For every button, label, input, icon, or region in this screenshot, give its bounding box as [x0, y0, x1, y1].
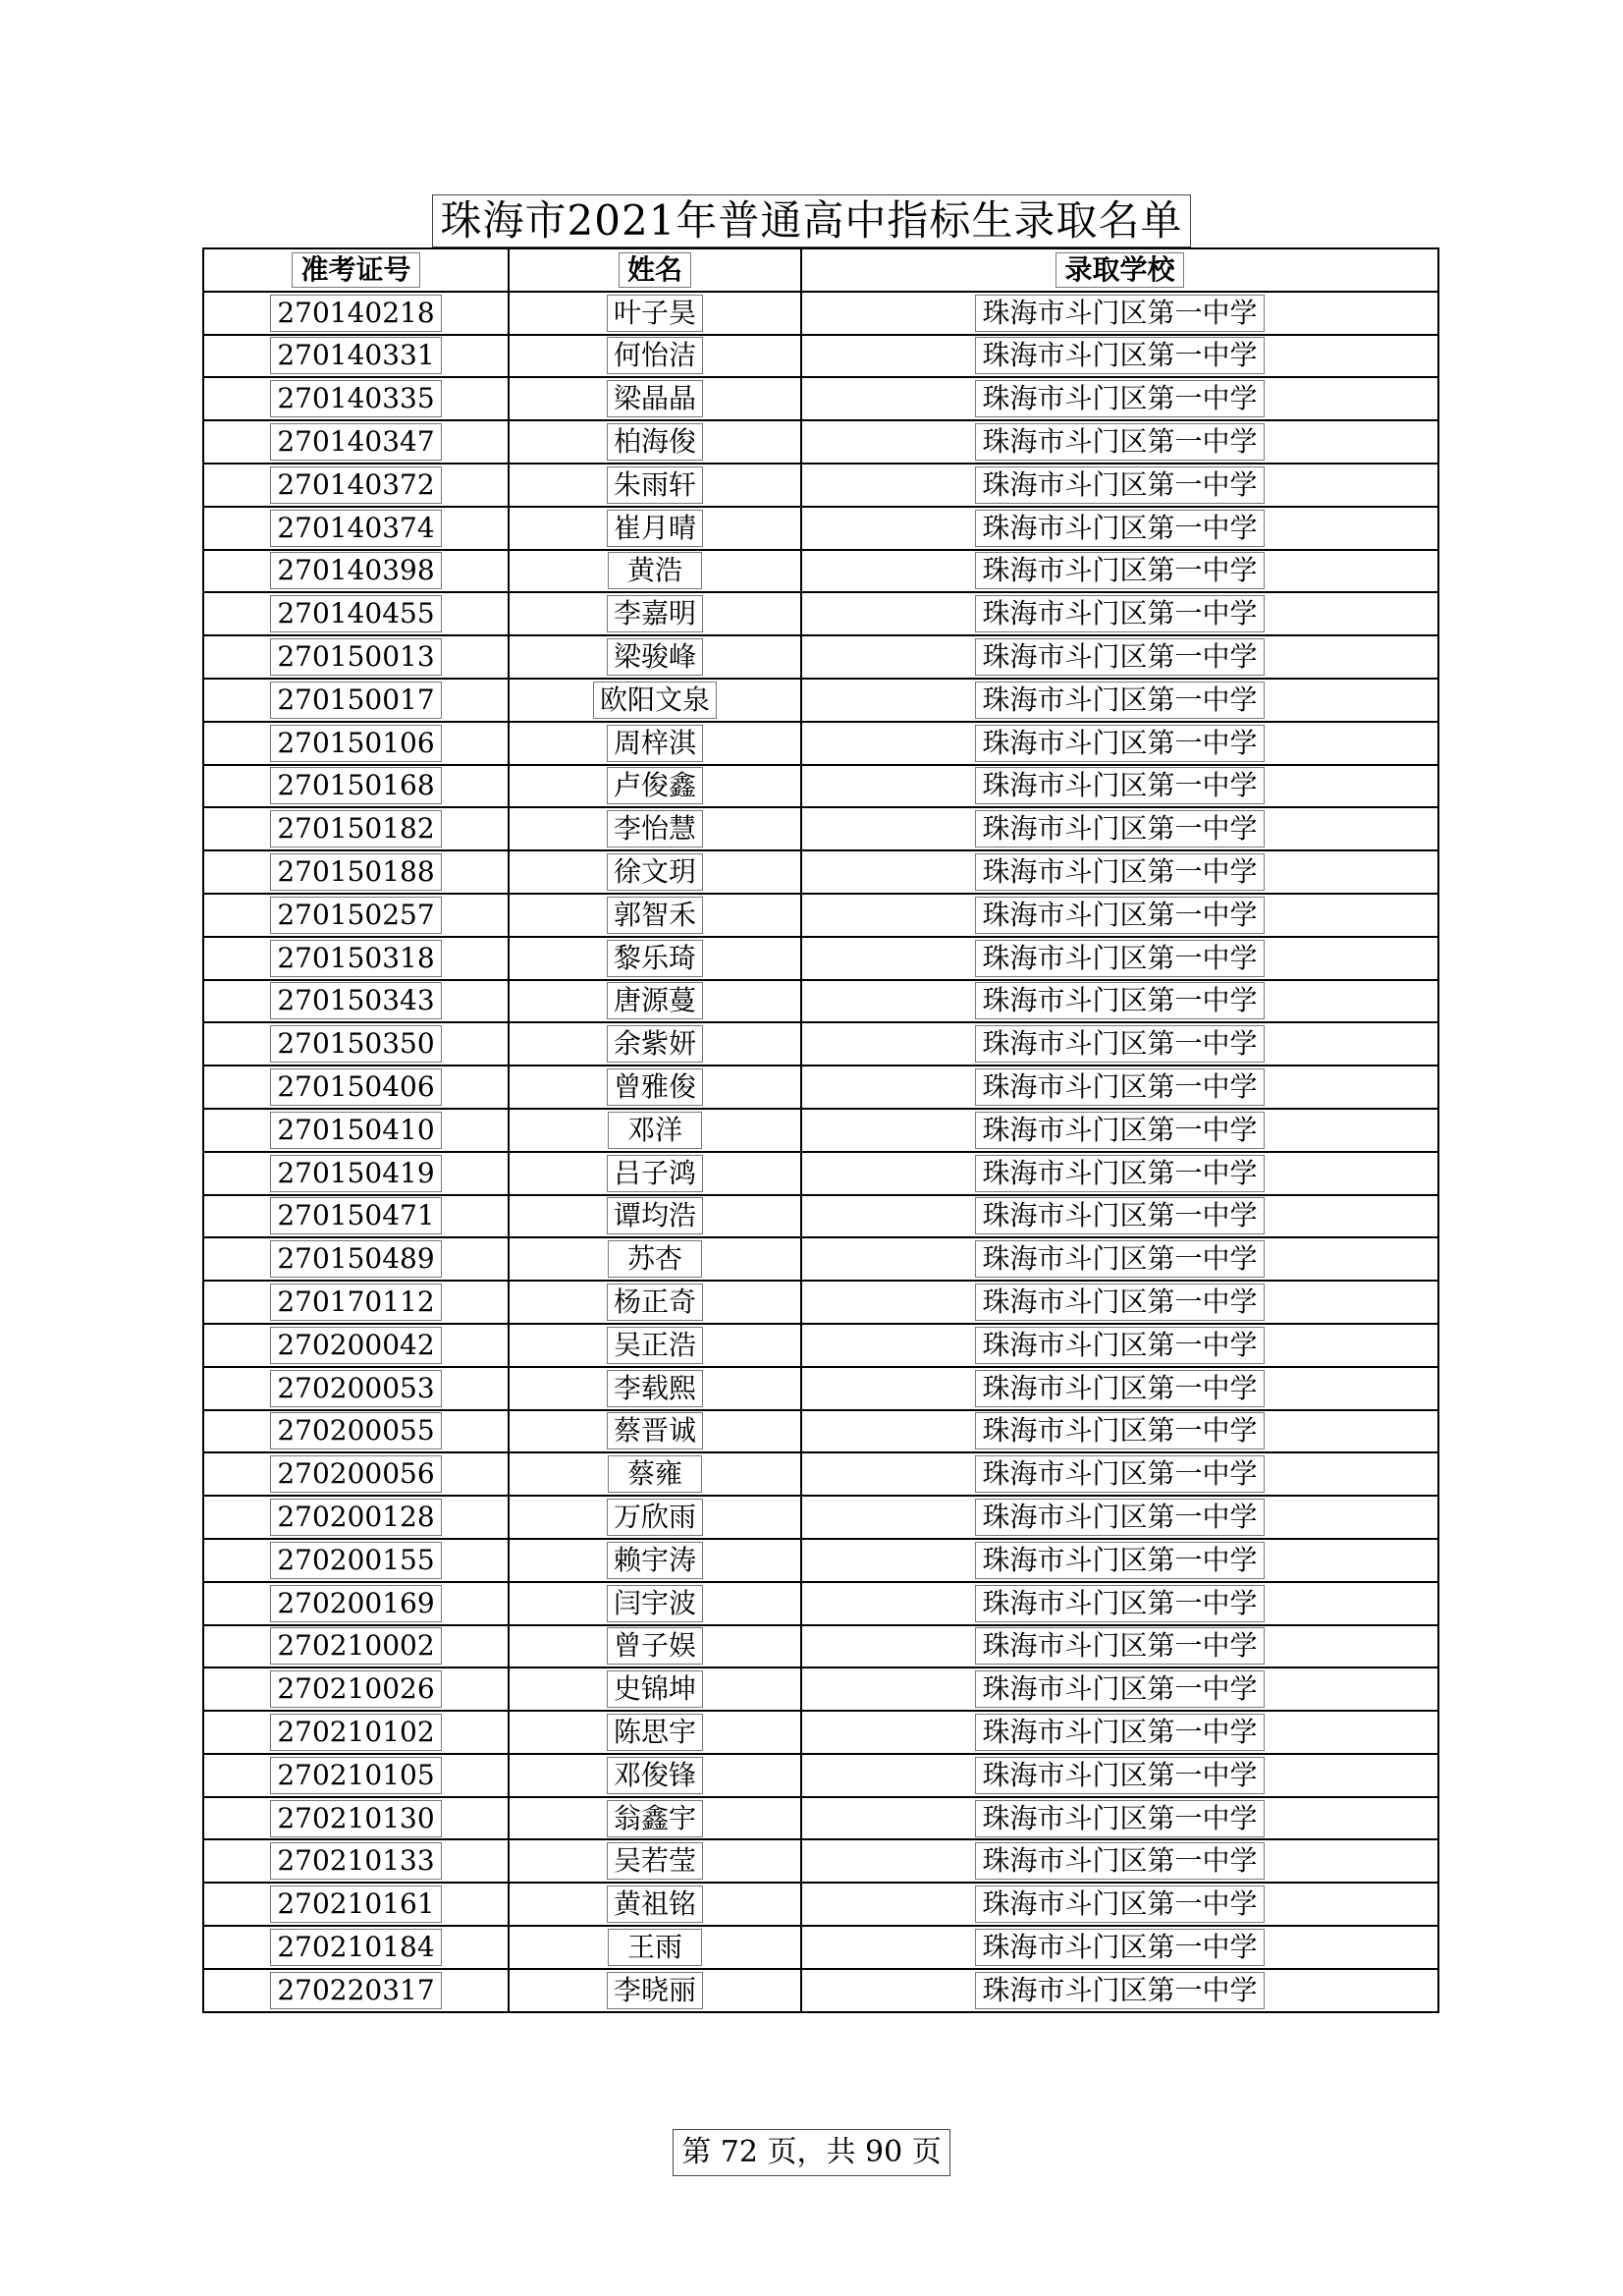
table-row — [203, 1237, 1438, 1281]
student-id: 270210002 — [270, 1627, 441, 1665]
table-row — [203, 1883, 1438, 1926]
admitted-school-cell — [801, 1496, 1438, 1539]
student-id: 270150106 — [270, 725, 441, 762]
student-id-cell — [203, 1797, 509, 1840]
admitted-school-cell — [801, 1281, 1438, 1324]
student-name: 卢俊鑫 — [607, 767, 703, 804]
student-name-cell — [509, 1022, 801, 1066]
student-id: 270200169 — [270, 1585, 441, 1622]
student-name-cell — [509, 1667, 801, 1711]
student-name-cell — [509, 592, 801, 635]
student-name-cell — [509, 765, 801, 808]
admitted-school: 珠海市斗门区第一中学 — [975, 1284, 1264, 1321]
student-id-cell — [203, 1022, 509, 1066]
student-name: 陈思宇 — [607, 1714, 703, 1751]
admitted-school: 珠海市斗门区第一中学 — [975, 725, 1264, 762]
student-id-cell — [203, 850, 509, 894]
student-name-cell — [509, 850, 801, 894]
student-name: 蔡雍 — [608, 1455, 702, 1493]
student-id: 270210105 — [270, 1757, 441, 1794]
student-name: 史锦坤 — [607, 1670, 703, 1708]
admitted-school-cell — [801, 1883, 1438, 1926]
student-name: 万欣雨 — [607, 1499, 703, 1536]
student-name-cell — [509, 377, 801, 420]
student-id-cell — [203, 1667, 509, 1711]
student-id: 270150013 — [270, 638, 441, 676]
student-id-cell — [203, 1410, 509, 1453]
admitted-school: 珠海市斗门区第一中学 — [975, 1197, 1264, 1234]
student-id: 270150182 — [270, 810, 441, 847]
student-name: 梁骏峰 — [607, 638, 703, 676]
student-name: 闫宇波 — [607, 1585, 703, 1622]
table-row — [203, 1625, 1438, 1668]
student-id-cell — [203, 679, 509, 722]
student-name-cell — [509, 1367, 801, 1410]
admitted-school-cell — [801, 722, 1438, 765]
student-id-cell — [203, 1367, 509, 1410]
student-id: 270150419 — [270, 1155, 441, 1192]
student-name: 崔月晴 — [607, 510, 703, 547]
admitted-school: 珠海市斗门区第一中学 — [975, 1240, 1264, 1278]
student-name-cell — [509, 1839, 801, 1883]
admitted-school-cell — [801, 1969, 1438, 2012]
footer-area — [0, 2129, 1623, 2176]
student-name-cell — [509, 1969, 801, 2012]
student-name: 李载熙 — [607, 1370, 703, 1407]
student-name: 何怡洁 — [607, 337, 703, 374]
admitted-school: 珠海市斗门区第一中学 — [975, 1929, 1264, 1966]
admitted-school-cell — [801, 292, 1438, 335]
student-name-cell — [509, 1797, 801, 1840]
admitted-school-cell — [801, 980, 1438, 1023]
student-id-cell — [203, 1969, 509, 2012]
student-id-cell — [203, 894, 509, 937]
student-name: 邓洋 — [608, 1112, 702, 1149]
student-name: 梁晶晶 — [607, 380, 703, 417]
admitted-school-cell — [801, 1152, 1438, 1195]
student-id-cell — [203, 420, 509, 464]
student-id: 270200055 — [270, 1412, 441, 1449]
admitted-school: 珠海市斗门区第一中学 — [975, 337, 1264, 374]
table-row — [203, 550, 1438, 593]
student-id-cell — [203, 1324, 509, 1367]
student-name-cell — [509, 335, 801, 378]
admitted-school: 珠海市斗门区第一中学 — [975, 1412, 1264, 1449]
student-id-cell — [203, 1195, 509, 1238]
student-id: 270200155 — [270, 1542, 441, 1579]
title-area — [0, 194, 1623, 247]
table-row — [203, 1839, 1438, 1883]
student-name-cell — [509, 722, 801, 765]
student-id-cell — [203, 1109, 509, 1152]
student-name: 李怡慧 — [607, 810, 703, 847]
student-id-cell — [203, 1496, 509, 1539]
student-name-cell — [509, 635, 801, 679]
table-row — [203, 1582, 1438, 1625]
admitted-school: 珠海市斗门区第一中学 — [975, 1585, 1264, 1622]
table-row — [203, 679, 1438, 722]
student-id-cell — [203, 592, 509, 635]
student-name: 徐文玥 — [607, 853, 703, 891]
table-row — [203, 1452, 1438, 1496]
table-row — [203, 894, 1438, 937]
admitted-school-cell — [801, 1109, 1438, 1152]
student-id-cell — [203, 1237, 509, 1281]
student-id: 270150343 — [270, 982, 441, 1019]
admitted-school: 珠海市斗门区第一中学 — [975, 510, 1264, 547]
student-id-cell — [203, 1625, 509, 1668]
admitted-school: 珠海市斗门区第一中学 — [975, 595, 1264, 632]
student-id: 270150350 — [270, 1025, 441, 1063]
admitted-school-cell — [801, 592, 1438, 635]
admitted-school-cell — [801, 850, 1438, 894]
table-row — [203, 292, 1438, 335]
student-name-cell — [509, 1496, 801, 1539]
student-name: 曾雅俊 — [607, 1068, 703, 1106]
admitted-school: 珠海市斗门区第一中学 — [975, 1670, 1264, 1708]
student-id: 270140218 — [270, 295, 441, 332]
admitted-school: 珠海市斗门区第一中学 — [975, 767, 1264, 804]
header-name-label: 姓名 — [619, 252, 691, 288]
admitted-school-cell — [801, 1452, 1438, 1496]
student-name: 余紫妍 — [607, 1025, 703, 1063]
header-school — [801, 248, 1438, 292]
student-id: 270150017 — [270, 682, 441, 719]
student-id-cell — [203, 1539, 509, 1582]
student-id: 270200053 — [270, 1370, 441, 1407]
student-name: 黄浩 — [608, 552, 702, 589]
table-row — [203, 507, 1438, 550]
admitted-school-cell — [801, 1926, 1438, 1969]
student-id-cell — [203, 1281, 509, 1324]
document-title: 珠海市2021年普通高中指标生录取名单 — [432, 194, 1192, 247]
student-id: 270150410 — [270, 1112, 441, 1149]
admitted-school: 珠海市斗门区第一中学 — [975, 380, 1264, 417]
student-id: 270170112 — [270, 1284, 441, 1321]
student-name-cell — [509, 1711, 801, 1754]
student-id-cell — [203, 1066, 509, 1109]
admitted-school: 珠海市斗门区第一中学 — [975, 1025, 1264, 1063]
student-id-cell — [203, 507, 509, 550]
student-name-cell — [509, 1109, 801, 1152]
admitted-school-cell — [801, 635, 1438, 679]
admitted-school: 珠海市斗门区第一中学 — [975, 638, 1264, 676]
student-id: 270150188 — [270, 853, 441, 891]
table-row — [203, 1969, 1438, 2012]
table-row — [203, 1022, 1438, 1066]
student-id: 270140347 — [270, 423, 441, 461]
student-id-cell — [203, 1711, 509, 1754]
student-name-cell — [509, 1152, 801, 1195]
student-name-cell — [509, 1324, 801, 1367]
admitted-school: 珠海市斗门区第一中学 — [975, 897, 1264, 934]
admitted-school-cell — [801, 1367, 1438, 1410]
student-id-cell — [203, 1582, 509, 1625]
student-name-cell — [509, 1754, 801, 1797]
table-row — [203, 464, 1438, 507]
table-row — [203, 1367, 1438, 1410]
student-id-cell — [203, 1926, 509, 1969]
admitted-school-cell — [801, 1237, 1438, 1281]
student-id-cell — [203, 292, 509, 335]
student-id: 270220317 — [270, 1972, 441, 2009]
header-school-label: 录取学校 — [1055, 252, 1183, 288]
student-id: 270140372 — [270, 466, 441, 504]
table-row — [203, 1667, 1438, 1711]
student-name-cell — [509, 1281, 801, 1324]
student-id: 270200128 — [270, 1499, 441, 1536]
student-name: 叶子昊 — [607, 295, 703, 332]
admitted-school-cell — [801, 937, 1438, 980]
student-id-cell — [203, 464, 509, 507]
student-id: 270210184 — [270, 1929, 441, 1966]
student-id: 270140398 — [270, 552, 441, 589]
student-name: 周梓淇 — [607, 725, 703, 762]
admitted-school: 珠海市斗门区第一中学 — [975, 1068, 1264, 1106]
admitted-school-cell — [801, 1754, 1438, 1797]
admitted-school-cell — [801, 464, 1438, 507]
student-id-cell — [203, 1883, 509, 1926]
table-row — [203, 635, 1438, 679]
table-row — [203, 807, 1438, 850]
table-row — [203, 765, 1438, 808]
admitted-school: 珠海市斗门区第一中学 — [975, 1757, 1264, 1794]
student-id-cell — [203, 980, 509, 1023]
student-id-cell — [203, 335, 509, 378]
header-id — [203, 248, 509, 292]
student-name: 蔡晋诚 — [607, 1412, 703, 1449]
table-header-row — [203, 248, 1438, 292]
table-row — [203, 937, 1438, 980]
admitted-school-cell — [801, 507, 1438, 550]
admitted-school: 珠海市斗门区第一中学 — [975, 1972, 1264, 2009]
admitted-school-cell — [801, 420, 1438, 464]
student-id-cell — [203, 937, 509, 980]
table-row — [203, 1711, 1438, 1754]
student-id-cell — [203, 1452, 509, 1496]
student-id: 270150168 — [270, 767, 441, 804]
admitted-school-cell — [801, 1324, 1438, 1367]
student-id: 270200042 — [270, 1327, 441, 1364]
admitted-school-cell — [801, 807, 1438, 850]
table-row — [203, 1754, 1438, 1797]
student-name: 谭均浩 — [607, 1197, 703, 1234]
student-name: 吕子鸿 — [607, 1155, 703, 1192]
admitted-school-cell — [801, 1667, 1438, 1711]
student-name: 曾子娱 — [607, 1627, 703, 1665]
student-name-cell — [509, 937, 801, 980]
student-id: 270150318 — [270, 940, 441, 977]
table-row — [203, 420, 1438, 464]
admitted-school: 珠海市斗门区第一中学 — [975, 1886, 1264, 1923]
admitted-school: 珠海市斗门区第一中学 — [975, 552, 1264, 589]
student-id: 270140335 — [270, 380, 441, 417]
table-row — [203, 1281, 1438, 1324]
student-id: 270150257 — [270, 897, 441, 934]
admitted-school-cell — [801, 765, 1438, 808]
student-name: 唐源蔓 — [607, 982, 703, 1019]
admitted-school-cell — [801, 335, 1438, 378]
student-name-cell — [509, 420, 801, 464]
admitted-school: 珠海市斗门区第一中学 — [975, 940, 1264, 977]
student-id-cell — [203, 1754, 509, 1797]
student-name: 邓俊锋 — [607, 1757, 703, 1794]
admission-table — [202, 247, 1439, 2013]
student-name-cell — [509, 1582, 801, 1625]
student-name-cell — [509, 1452, 801, 1496]
admitted-school: 珠海市斗门区第一中学 — [975, 682, 1264, 719]
admitted-school: 珠海市斗门区第一中学 — [975, 1714, 1264, 1751]
admitted-school: 珠海市斗门区第一中学 — [975, 1112, 1264, 1149]
student-name-cell — [509, 1237, 801, 1281]
student-name: 苏杏 — [608, 1240, 702, 1278]
student-id: 270150489 — [270, 1240, 441, 1278]
admitted-school: 珠海市斗门区第一中学 — [975, 1842, 1264, 1880]
admitted-school: 珠海市斗门区第一中学 — [975, 423, 1264, 461]
student-id: 270140374 — [270, 510, 441, 547]
table-row — [203, 1066, 1438, 1109]
student-name: 李嘉明 — [607, 595, 703, 632]
student-id: 270150471 — [270, 1197, 441, 1234]
student-name: 吴若莹 — [607, 1842, 703, 1880]
header-name — [509, 248, 801, 292]
student-name-cell — [509, 894, 801, 937]
student-id-cell — [203, 765, 509, 808]
table-row — [203, 1195, 1438, 1238]
student-name: 杨正奇 — [607, 1284, 703, 1321]
admitted-school: 珠海市斗门区第一中学 — [975, 810, 1264, 847]
table-row — [203, 1496, 1438, 1539]
table-row — [203, 1410, 1438, 1453]
admitted-school-cell — [801, 1711, 1438, 1754]
admitted-school-cell — [801, 1410, 1438, 1453]
admitted-school: 珠海市斗门区第一中学 — [975, 1499, 1264, 1536]
student-name-cell — [509, 1926, 801, 1969]
admitted-school-cell — [801, 1839, 1438, 1883]
student-name-cell — [509, 980, 801, 1023]
admitted-school-cell — [801, 1797, 1438, 1840]
admitted-school: 珠海市斗门区第一中学 — [975, 1627, 1264, 1665]
student-id: 270210102 — [270, 1714, 441, 1751]
table-row — [203, 377, 1438, 420]
student-name: 王雨 — [608, 1929, 702, 1966]
student-id-cell — [203, 1152, 509, 1195]
admitted-school: 珠海市斗门区第一中学 — [975, 466, 1264, 504]
table-row — [203, 335, 1438, 378]
student-id: 270210161 — [270, 1886, 441, 1923]
admitted-school-cell — [801, 1539, 1438, 1582]
admitted-school: 珠海市斗门区第一中学 — [975, 295, 1264, 332]
admitted-school-cell — [801, 1022, 1438, 1066]
admitted-school: 珠海市斗门区第一中学 — [975, 982, 1264, 1019]
student-id-cell — [203, 377, 509, 420]
page-number: 第 72 页，共 90 页 — [673, 2129, 950, 2176]
admitted-school: 珠海市斗门区第一中学 — [975, 1800, 1264, 1837]
table-row — [203, 592, 1438, 635]
student-id-cell — [203, 635, 509, 679]
table-row — [203, 1152, 1438, 1195]
admitted-school: 珠海市斗门区第一中学 — [975, 1370, 1264, 1407]
student-id-cell — [203, 1839, 509, 1883]
admitted-school-cell — [801, 679, 1438, 722]
student-name: 李晓丽 — [607, 1972, 703, 2009]
admitted-school: 珠海市斗门区第一中学 — [975, 1542, 1264, 1579]
student-name-cell — [509, 1195, 801, 1238]
admitted-school-cell — [801, 894, 1438, 937]
student-name: 赖宇涛 — [607, 1542, 703, 1579]
table-row — [203, 1926, 1438, 1969]
student-id: 270140331 — [270, 337, 441, 374]
table-row — [203, 1539, 1438, 1582]
student-name: 欧阳文泉 — [593, 682, 717, 719]
admitted-school-cell — [801, 1195, 1438, 1238]
student-name: 郭智禾 — [607, 897, 703, 934]
student-name-cell — [509, 679, 801, 722]
admitted-school: 珠海市斗门区第一中学 — [975, 1327, 1264, 1364]
student-name-cell — [509, 1539, 801, 1582]
admitted-school-cell — [801, 1066, 1438, 1109]
student-id: 270140455 — [270, 595, 441, 632]
header-id-label: 准考证号 — [292, 252, 419, 288]
student-id: 270210130 — [270, 1800, 441, 1837]
table-row — [203, 980, 1438, 1023]
table-row — [203, 1324, 1438, 1367]
student-name-cell — [509, 1883, 801, 1926]
student-name-cell — [509, 292, 801, 335]
admitted-school: 珠海市斗门区第一中学 — [975, 1455, 1264, 1493]
student-id: 270200056 — [270, 1455, 441, 1493]
student-name: 黎乐琦 — [607, 940, 703, 977]
student-name: 朱雨轩 — [607, 466, 703, 504]
student-id: 270210133 — [270, 1842, 441, 1880]
table-row — [203, 1797, 1438, 1840]
admitted-school: 珠海市斗门区第一中学 — [975, 1155, 1264, 1192]
admitted-school-cell — [801, 1582, 1438, 1625]
student-name-cell — [509, 464, 801, 507]
student-name-cell — [509, 550, 801, 593]
student-name-cell — [509, 807, 801, 850]
admitted-school-cell — [801, 1625, 1438, 1668]
admitted-school: 珠海市斗门区第一中学 — [975, 853, 1264, 891]
admitted-school-cell — [801, 550, 1438, 593]
student-name-cell — [509, 1066, 801, 1109]
table-row — [203, 722, 1438, 765]
admitted-school-cell — [801, 377, 1438, 420]
student-id-cell — [203, 807, 509, 850]
student-name: 柏海俊 — [607, 423, 703, 461]
student-name: 黄祖铭 — [607, 1886, 703, 1923]
student-id: 270150406 — [270, 1068, 441, 1106]
student-name-cell — [509, 507, 801, 550]
student-name: 翁鑫宇 — [607, 1800, 703, 1837]
table-row — [203, 1109, 1438, 1152]
student-name-cell — [509, 1410, 801, 1453]
student-name-cell — [509, 1625, 801, 1668]
student-id-cell — [203, 722, 509, 765]
student-name: 吴正浩 — [607, 1327, 703, 1364]
student-id-cell — [203, 550, 509, 593]
student-id: 270210026 — [270, 1670, 441, 1708]
table-row — [203, 850, 1438, 894]
